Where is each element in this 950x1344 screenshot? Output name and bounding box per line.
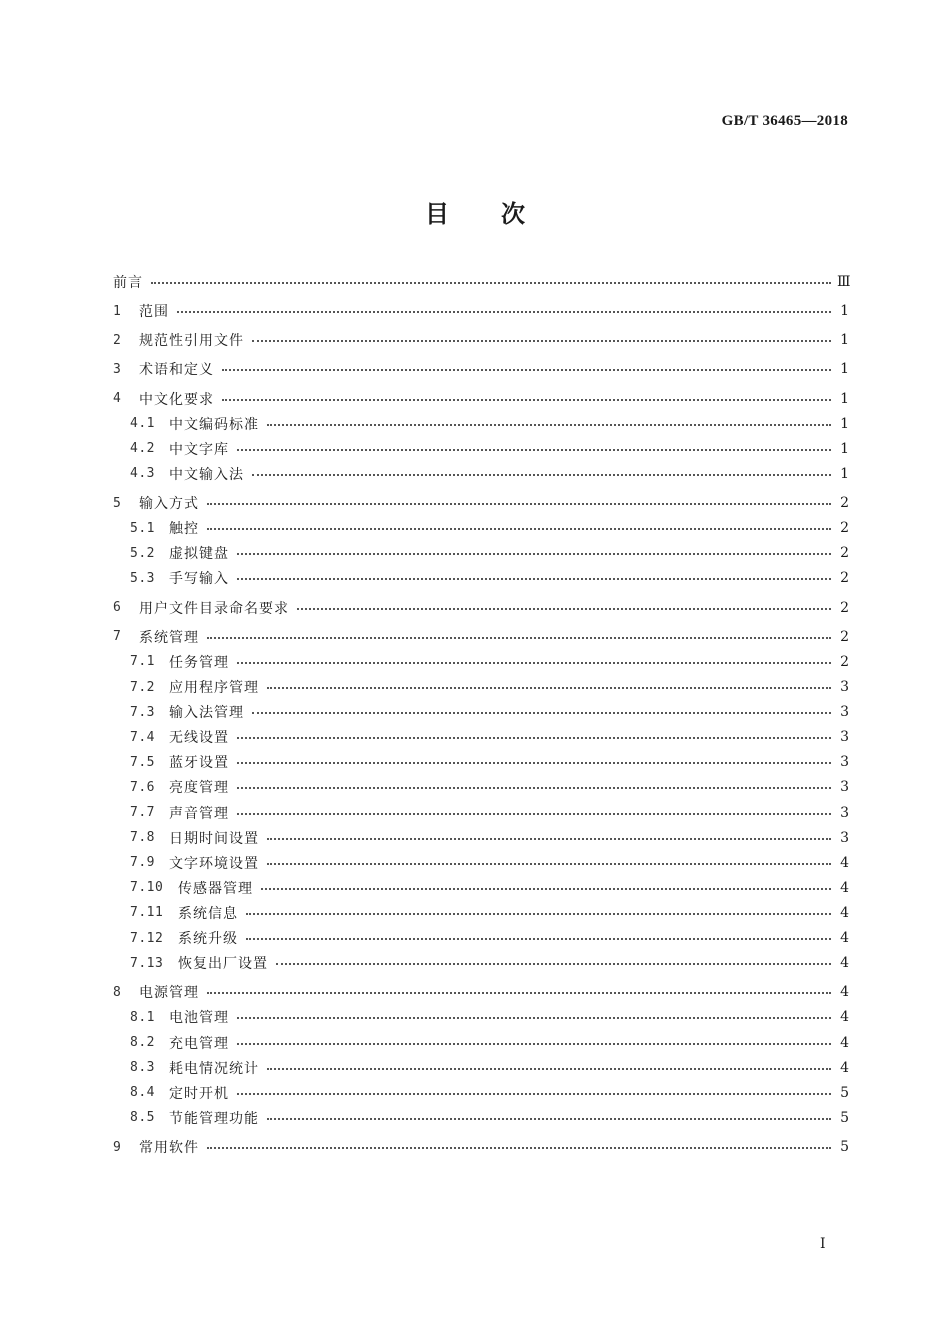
toc-entry-number: 4.1	[130, 416, 155, 432]
toc-entry-page: 4	[840, 930, 849, 946]
toc-entry[interactable]	[113, 437, 849, 461]
toc-entry-number: 8.2	[130, 1035, 155, 1050]
page-title	[0, 194, 950, 229]
toc-entry-number: 7.8	[130, 830, 155, 846]
toc-entry[interactable]	[113, 412, 849, 436]
toc-entry[interactable]	[113, 926, 849, 950]
dot-leader	[267, 1118, 831, 1120]
toc-entry[interactable]	[113, 387, 849, 411]
toc-entry-number: 8.3	[130, 1060, 155, 1076]
toc-entry-page: 1	[840, 361, 849, 378]
toc-entry-page: 3	[840, 804, 849, 821]
toc-entry-page: 2	[840, 653, 849, 670]
toc-entry[interactable]	[113, 650, 849, 674]
toc-entry-page: 3	[840, 779, 849, 796]
toc-entry[interactable]	[113, 566, 849, 590]
toc-entry-page: 1	[840, 390, 849, 407]
toc-entry[interactable]	[113, 270, 849, 294]
title-char-2: 次	[501, 199, 525, 228]
toc-entry-page: 1	[840, 440, 849, 457]
toc-entry-label: 用户文件目录命名要求	[139, 600, 289, 617]
toc-entry-label: 触控	[169, 521, 199, 538]
toc-entry[interactable]	[113, 801, 849, 825]
toc-entry-number: 7.13	[130, 955, 164, 971]
toc-entry-label: 应用程序管理	[169, 680, 259, 696]
toc-entry-page: 4	[840, 854, 849, 871]
toc-entry-label: 声音管理	[169, 805, 229, 822]
toc-entry-label: 中文字库	[169, 441, 229, 458]
toc-entry-page: 4	[840, 1059, 849, 1076]
toc-entry[interactable]	[113, 1005, 849, 1029]
dot-leader	[177, 311, 831, 313]
toc-entry-label: 定时开机	[169, 1085, 229, 1102]
toc-entry-page: 2	[840, 628, 849, 645]
toc-entry-number: 7.5	[130, 754, 155, 770]
title-char-1: 目	[425, 199, 449, 228]
toc-entry-page: 4	[840, 904, 849, 921]
toc-entry-label: 耗电情况统计	[169, 1060, 259, 1077]
toc-entry-page: 4	[840, 1034, 849, 1051]
toc-entry-page: 2	[840, 495, 849, 512]
dot-leader	[267, 424, 831, 426]
toc-entry-number: 7	[113, 629, 122, 645]
dot-leader	[237, 762, 831, 764]
toc-entry[interactable]	[113, 299, 849, 323]
toc-entry-page: 5	[840, 1084, 849, 1101]
toc-entry[interactable]	[113, 876, 849, 900]
toc-entry[interactable]	[113, 951, 849, 975]
dot-leader	[237, 449, 831, 451]
toc-entry-label: 输入方式	[139, 496, 199, 513]
dot-leader	[267, 1068, 831, 1070]
dot-leader	[237, 737, 831, 739]
dot-leader	[267, 863, 831, 865]
toc-entry[interactable]	[113, 1031, 849, 1055]
toc-entry-label: 虚拟键盘	[169, 546, 229, 563]
toc-entry-number: 4.3	[130, 466, 155, 482]
toc-entry[interactable]	[113, 851, 849, 875]
toc-entry-label: 恢复出厂设置	[178, 956, 268, 973]
dot-leader	[237, 662, 831, 664]
toc-entry[interactable]	[113, 328, 849, 352]
toc-entry[interactable]	[113, 775, 849, 799]
dot-leader	[237, 1043, 831, 1045]
dot-leader	[207, 528, 831, 530]
toc-entry-page: 4	[840, 955, 849, 972]
toc-entry-page: 1	[840, 415, 849, 432]
toc-entry-number: 7.9	[130, 855, 155, 871]
dot-leader	[267, 687, 831, 689]
toc-entry-label: 电源管理	[139, 985, 199, 1002]
toc-entry-label: 无线设置	[169, 730, 229, 747]
dot-leader	[237, 553, 831, 555]
dot-leader	[246, 913, 831, 915]
toc-entry-page: 1	[840, 332, 849, 349]
toc-entry[interactable]	[113, 1135, 849, 1159]
dot-leader	[252, 340, 831, 342]
toc-entry-page: 3	[840, 679, 849, 695]
toc-entry-label: 传感器管理	[178, 880, 253, 897]
toc-entry-number: 8.4	[130, 1085, 155, 1101]
toc-entry[interactable]	[113, 700, 849, 724]
toc-entry-number: 5.2	[130, 545, 155, 561]
toc-entry-label: 术语和定义	[139, 362, 214, 379]
toc-entry-page: 3	[840, 754, 849, 771]
dot-leader	[207, 992, 831, 994]
toc-entry-page: Ⅲ	[837, 273, 851, 290]
toc-entry-page: 1	[840, 465, 849, 482]
toc-entry-number: 7.4	[130, 729, 155, 745]
dot-leader	[207, 1147, 831, 1149]
toc-entry-label: 输入法管理	[169, 705, 244, 722]
toc-entry-page: 4	[840, 879, 849, 896]
toc-entry-number: 7.12	[130, 930, 164, 946]
toc-entry-number: 5.1	[130, 520, 155, 536]
toc-entry-page: 3	[840, 729, 849, 746]
dot-leader	[237, 787, 831, 789]
toc-entry-number: 7.6	[130, 779, 155, 795]
toc-entry-number: 7.10	[130, 880, 164, 896]
toc-entry[interactable]	[113, 516, 849, 540]
toc-entry[interactable]	[113, 1106, 849, 1130]
toc-entry-number: 7.1	[130, 654, 155, 670]
dot-leader	[207, 503, 831, 505]
dot-leader	[222, 369, 831, 371]
toc-entry-label: 规范性引用文件	[139, 333, 244, 350]
toc-entry-label: 系统信息	[178, 905, 238, 922]
toc-entry-label: 系统升级	[178, 931, 238, 947]
toc-entry[interactable]	[113, 675, 849, 699]
page-number: I	[820, 1236, 826, 1252]
toc-entry-number: 4.2	[130, 441, 155, 457]
dot-leader	[246, 938, 831, 940]
dot-leader	[222, 399, 831, 401]
toc-entry-number: 5	[113, 495, 122, 511]
toc-entry-number: 7.3	[130, 704, 155, 720]
dot-leader	[237, 813, 831, 815]
toc-entry-number: 9	[113, 1139, 122, 1155]
toc-entry-label: 前言	[113, 274, 143, 291]
toc-entry-label: 蓝牙设置	[169, 755, 229, 772]
dot-leader	[237, 1093, 831, 1095]
toc-entry[interactable]	[113, 725, 849, 749]
toc-entry-label: 手写输入	[169, 571, 229, 588]
toc-entry-label: 亮度管理	[169, 780, 229, 797]
dot-leader	[207, 637, 831, 639]
toc-entry-label: 任务管理	[169, 654, 229, 671]
toc-entry-label: 节能管理功能	[169, 1110, 259, 1127]
toc-entry-page: 4	[840, 984, 849, 1001]
dot-leader	[297, 608, 831, 610]
toc-entry-page: 2	[840, 599, 849, 616]
toc-entry-page: 2	[840, 545, 849, 562]
toc-entry-page: 4	[840, 1009, 849, 1026]
dot-leader	[267, 838, 831, 840]
dot-leader	[252, 712, 831, 714]
toc-entry-number: 7.2	[130, 679, 155, 695]
toc-entry-number: 8	[113, 984, 122, 1000]
toc-entry[interactable]	[113, 1081, 849, 1105]
toc-entry-page: 3	[840, 829, 849, 846]
toc-entry-label: 文字环境设置	[169, 855, 259, 872]
toc-entry-number: 1	[113, 303, 122, 319]
toc-entry-label: 中文化要求	[139, 391, 214, 408]
standard-number: GB/T 36465—2018	[721, 113, 848, 129]
toc-entry[interactable]	[113, 1056, 849, 1080]
toc-entry-label: 范围	[139, 304, 169, 320]
toc-entry[interactable]	[113, 980, 849, 1004]
toc-entry-page: 1	[840, 303, 849, 319]
toc-entry-label: 充电管理	[169, 1035, 229, 1052]
toc-entry-label: 中文编码标准	[169, 416, 259, 433]
toc-entry-page: 5	[840, 1139, 849, 1155]
toc-entry-number: 8.1	[130, 1009, 155, 1025]
toc-entry-page: 2	[840, 520, 849, 537]
dot-leader	[237, 578, 831, 580]
toc-entry-number: 6	[113, 600, 122, 616]
toc-entry-number: 3	[113, 361, 122, 377]
toc-entry-number: 2	[113, 332, 122, 348]
toc-entry[interactable]	[113, 901, 849, 925]
toc-entry-page: 3	[840, 704, 849, 721]
toc-entry-label: 中文输入法	[169, 466, 244, 483]
toc-entry-page: 5	[840, 1109, 849, 1126]
toc-entry-number: 7.11	[130, 905, 164, 921]
dot-leader	[261, 888, 831, 890]
dot-leader	[252, 474, 831, 476]
toc-entry[interactable]	[113, 625, 849, 649]
toc-entry-label: 日期时间设置	[169, 830, 259, 847]
toc-entry-number: 4	[113, 391, 122, 407]
toc-entry[interactable]	[113, 596, 849, 620]
toc-entry-page: 2	[840, 570, 849, 587]
toc-entry[interactable]	[113, 826, 849, 850]
toc-entry[interactable]	[113, 357, 849, 381]
toc-entry-number: 8.5	[130, 1110, 155, 1126]
toc-entry-label: 电池管理	[169, 1010, 229, 1027]
dot-leader	[276, 963, 831, 965]
toc-entry[interactable]	[113, 541, 849, 565]
toc-entry-label: 系统管理	[139, 629, 199, 646]
toc-entry[interactable]	[113, 750, 849, 774]
toc-entry[interactable]	[113, 491, 849, 515]
dot-leader	[151, 282, 831, 284]
toc-entry[interactable]	[113, 462, 849, 486]
toc-entry-label: 常用软件	[139, 1140, 199, 1156]
toc-entry-number: 7.7	[130, 805, 155, 820]
dot-leader	[237, 1017, 831, 1019]
toc-entry-number: 5.3	[130, 570, 155, 586]
